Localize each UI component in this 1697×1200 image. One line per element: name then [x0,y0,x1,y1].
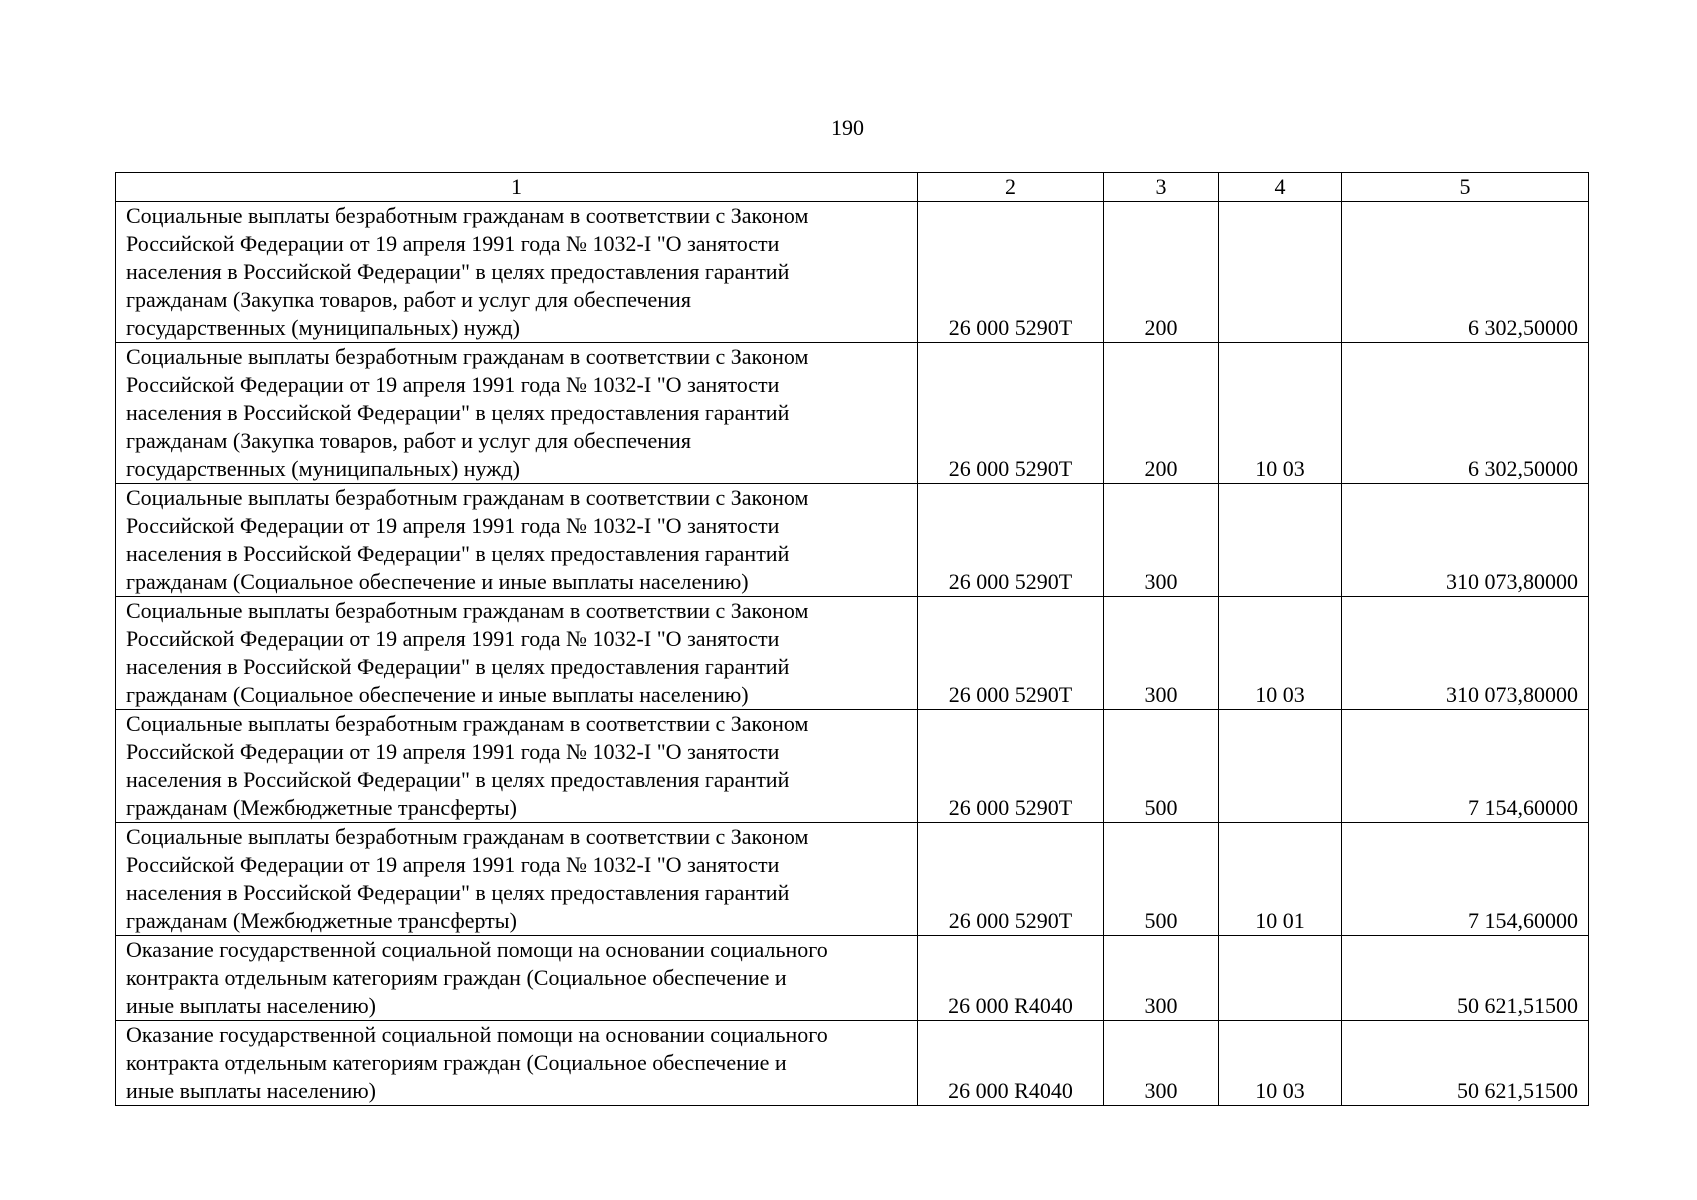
row-section: 10 03 [1219,1021,1342,1106]
column-header-1: 1 [116,173,918,202]
row-section [1219,710,1342,823]
row-target-code: 26 000 R4040 [918,1021,1104,1106]
table-row [116,343,1589,484]
row-description: Социальные выплаты безработным гражданам в соответствии с Законом Российской Федерации от 19 апреля 1991 года № 1032-I "О занятости населения в Российской Федерации" в целях предоставления гарантий гражданам (Закупка товаров, работ и услуг для обеспечения государственных (муниципальных) нужд) [116,202,918,343]
row-amount: 310 073,80000 [1342,484,1589,597]
row-expense-type: 500 [1104,710,1219,823]
row-amount: 7 154,60000 [1342,710,1589,823]
row-expense-type: 500 [1104,823,1219,936]
row-target-code: 26 000 5290Т [918,484,1104,597]
table-row [116,202,1589,343]
table-row [116,823,1589,936]
row-description: Социальные выплаты безработным гражданам в соответствии с Законом Российской Федерации от 19 апреля 1991 года № 1032-I "О занятости населения в Российской Федерации" в целях предоставления гарантий гражданам (Межбюджетные трансферты) [116,710,918,823]
row-amount: 50 621,51500 [1342,1021,1589,1106]
row-expense-type: 200 [1104,202,1219,343]
row-expense-type: 300 [1104,936,1219,1021]
row-description: Оказание государственной социальной помощи на основании социального контракта отдельным категориям граждан (Социальное обеспечение и иные выплаты населению) [116,1021,918,1106]
column-header-4: 4 [1219,173,1342,202]
row-section [1219,484,1342,597]
page-number: 190 [831,115,864,140]
budget-table [115,172,1589,1106]
row-target-code: 26 000 5290Т [918,343,1104,484]
row-section: 10 03 [1219,597,1342,710]
table-row [116,710,1589,823]
row-description: Социальные выплаты безработным гражданам в соответствии с Законом Российской Федерации от 19 апреля 1991 года № 1032-I "О занятости населения в Российской Федерации" в целях предоставления гарантий гражданам (Межбюджетные трансферты) [116,823,918,936]
row-expense-type: 300 [1104,597,1219,710]
table-header-row [116,173,1589,202]
row-description: Оказание государственной социальной помощи на основании социального контракта отдельным категориям граждан (Социальное обеспечение и иные выплаты населению) [116,936,918,1021]
row-target-code: 26 000 R4040 [918,936,1104,1021]
row-target-code: 26 000 5290Т [918,823,1104,936]
row-amount: 7 154,60000 [1342,823,1589,936]
table-row [116,1021,1589,1106]
row-description: Социальные выплаты безработным гражданам в соответствии с Законом Российской Федерации от 19 апреля 1991 года № 1032-I "О занятости населения в Российской Федерации" в целях предоставления гарантий гражданам (Социальное обеспечение и иные выплаты населению) [116,484,918,597]
row-amount: 6 302,50000 [1342,343,1589,484]
row-section: 10 01 [1219,823,1342,936]
column-header-3: 3 [1104,173,1219,202]
row-amount: 310 073,80000 [1342,597,1589,710]
row-expense-type: 200 [1104,343,1219,484]
row-section [1219,936,1342,1021]
row-amount: 6 302,50000 [1342,202,1589,343]
row-target-code: 26 000 5290Т [918,202,1104,343]
row-description: Социальные выплаты безработным гражданам в соответствии с Законом Российской Федерации от 19 апреля 1991 года № 1032-I "О занятости населения в Российской Федерации" в целях предоставления гарантий гражданам (Социальное обеспечение и иные выплаты населению) [116,597,918,710]
column-header-2: 2 [918,173,1104,202]
table-row [116,484,1589,597]
row-target-code: 26 000 5290Т [918,597,1104,710]
table-row [116,597,1589,710]
row-description: Социальные выплаты безработным гражданам в соответствии с Законом Российской Федерации от 19 апреля 1991 года № 1032-I "О занятости населения в Российской Федерации" в целях предоставления гарантий гражданам (Закупка товаров, работ и услуг для обеспечения государственных (муниципальных) нужд) [116,343,918,484]
row-section [1219,202,1342,343]
row-expense-type: 300 [1104,1021,1219,1106]
table-row [116,936,1589,1021]
row-expense-type: 300 [1104,484,1219,597]
row-amount: 50 621,51500 [1342,936,1589,1021]
column-header-5: 5 [1342,173,1589,202]
row-target-code: 26 000 5290Т [918,710,1104,823]
row-section: 10 03 [1219,343,1342,484]
